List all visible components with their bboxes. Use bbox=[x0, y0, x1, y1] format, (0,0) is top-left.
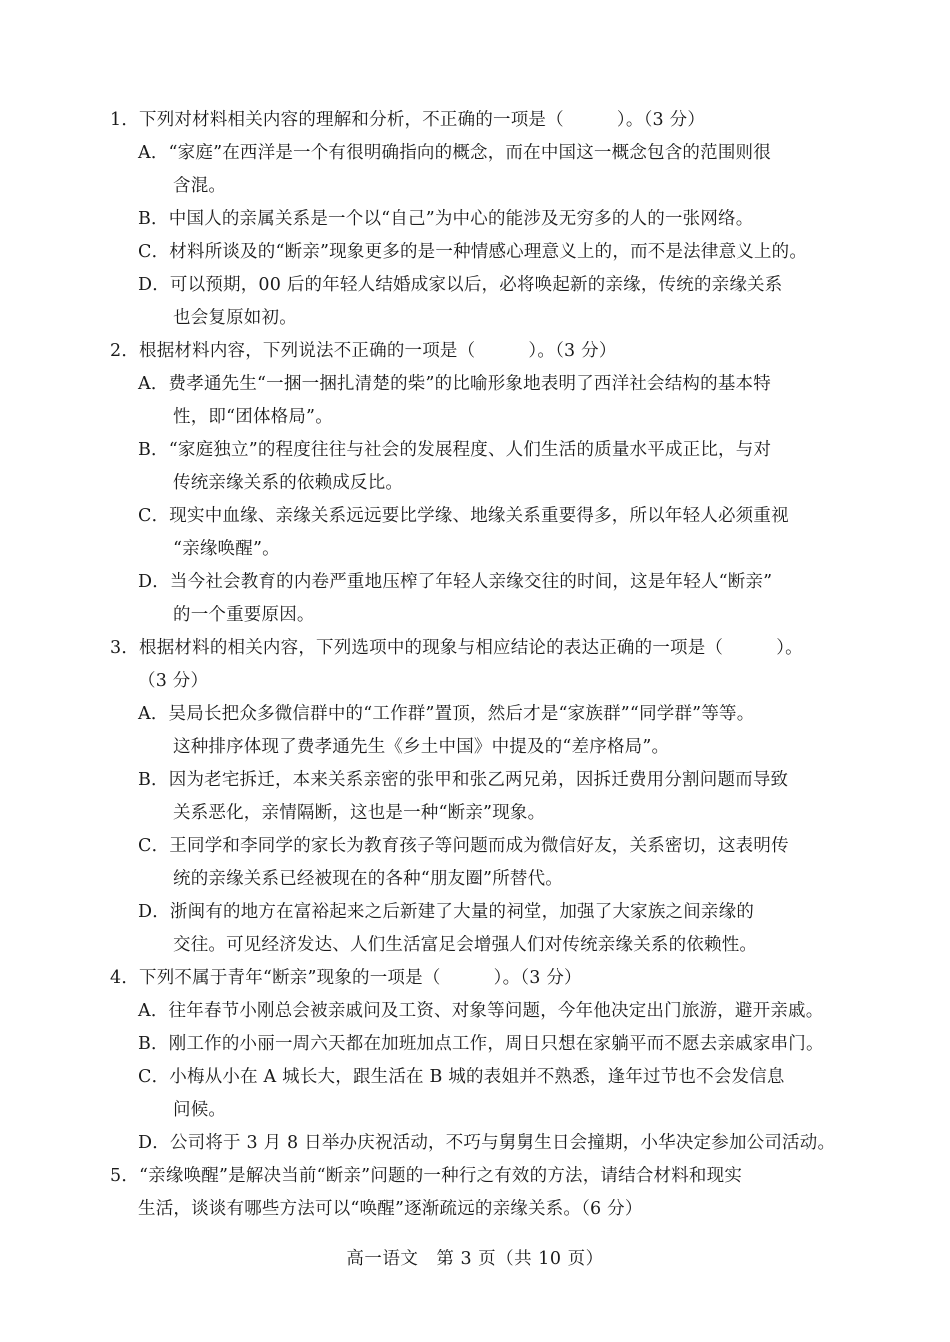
option-text-continued: 这种排序体现了费孝通先生《乡土中国》中提及的“差序格局”。 bbox=[173, 737, 670, 757]
option-text: C．现实中血缘、亲缘关系远远要比学缘、地缘关系重要得多，所以年轻人必须重视 bbox=[138, 506, 789, 526]
option-text-continued: 性，即“团体格局”。 bbox=[173, 407, 333, 427]
question-5 bbox=[110, 1160, 850, 1226]
question-stem: 3．根据材料的相关内容，下列选项中的现象与相应结论的表达正确的一项是（ ）。 bbox=[110, 638, 803, 658]
question-stem: 4．下列不属于青年“断亲”现象的一项是（ ）。（3 分） bbox=[110, 968, 582, 988]
option-text: A．“家庭”在西洋是一个有很明确指向的概念，而在中国这一概念包含的范围则很 bbox=[138, 143, 771, 163]
page-footer: 高一语文 第 3 页（共 10 页） bbox=[346, 1249, 604, 1269]
question-list bbox=[110, 104, 850, 1226]
option-text-continued: 交往。可见经济发达、人们生活富足会增强人们对传统亲缘关系的依赖性。 bbox=[173, 935, 758, 955]
option-text-continued: “亲缘唤醒”。 bbox=[173, 539, 280, 559]
option-text: B．“家庭独立”的程度往往与社会的发展程度、人们生活的质量水平成正比，与对 bbox=[138, 440, 772, 460]
question-1 bbox=[110, 104, 850, 335]
option-text: A．吴局长把众多微信群中的“工作群”置顶，然后才是“家族群”“同学群”等等。 bbox=[138, 704, 755, 724]
option-text-continued: 问候。 bbox=[173, 1100, 227, 1120]
option-text-continued: 统的亲缘关系已经被现在的各种“朋友圈”所替代。 bbox=[173, 869, 563, 889]
option-b bbox=[110, 1028, 850, 1061]
question-stem: 2．根据材料内容，下列说法不正确的一项是（ ）。（3 分） bbox=[110, 341, 617, 361]
option-c bbox=[110, 1061, 850, 1127]
question-3 bbox=[110, 632, 850, 962]
question-stem: 5．“亲缘唤醒”是解决当前“断亲”问题的一种行之有效的方法，请结合材料和现实 bbox=[110, 1166, 743, 1186]
option-text: C．材料所谈及的“断亲”现象更多的是一种情感心理意义上的，而不是法律意义上的。 bbox=[138, 242, 808, 262]
option-text-continued: 的一个重要原因。 bbox=[173, 605, 315, 625]
option-text-continued: 也会复原如初。 bbox=[173, 308, 297, 328]
option-b bbox=[110, 434, 850, 500]
option-b bbox=[110, 764, 850, 830]
question-stem: 1．下列对材料相关内容的理解和分析，不正确的一项是（ ）。（3 分） bbox=[110, 110, 706, 130]
option-d bbox=[110, 566, 850, 632]
option-c bbox=[110, 236, 850, 269]
option-text: B．因为老宅拆迁，本来关系亲密的张甲和张乙两兄弟，因拆迁费用分割问题而导致 bbox=[138, 770, 789, 790]
option-text: B．中国人的亲属关系是一个以“自己”为中心的能涉及无穷多的人的一张网络。 bbox=[138, 209, 754, 229]
option-d bbox=[110, 269, 850, 335]
option-a bbox=[110, 698, 850, 764]
option-text-continued: 关系恶化，亲情隔断，这也是一种“断亲”现象。 bbox=[173, 803, 546, 823]
question-4 bbox=[110, 962, 850, 1160]
option-c bbox=[110, 500, 850, 566]
option-d bbox=[110, 896, 850, 962]
option-text: D．当今社会教育的内卷严重地压榨了年轻人亲缘交往的时间，这是年轻人“断亲” bbox=[138, 572, 773, 592]
option-text: C．王同学和李同学的家长为教育孩子等问题而成为微信好友，关系密切，这表明传 bbox=[138, 836, 789, 856]
option-a bbox=[110, 995, 850, 1028]
option-text: B．刚工作的小丽一周六天都在加班加点工作，周日只想在家躺平而不愿去亲戚家串门。 bbox=[138, 1034, 824, 1054]
option-a bbox=[110, 368, 850, 434]
option-text: C．小梅从小在 A 城长大，跟生活在 B 城的表姐并不熟悉，逢年过节也不会发信息 bbox=[138, 1067, 785, 1087]
option-text: D．可以预期，00 后的年轻人结婚成家以后，必将唤起新的亲缘，传统的亲缘关系 bbox=[138, 275, 783, 295]
option-text: D．公司将于 3 月 8 日举办庆祝活动，不巧与舅舅生日会撞期，小华决定参加公司活动。 bbox=[138, 1133, 836, 1153]
option-text: D．浙闽有的地方在富裕起来之后新建了大量的祠堂，加强了大家族之间亲缘的 bbox=[138, 902, 755, 922]
question-stem-continued: （3 分） bbox=[138, 671, 209, 691]
option-c bbox=[110, 830, 850, 896]
option-text-continued: 传统亲缘关系的依赖成反比。 bbox=[173, 473, 404, 493]
option-a bbox=[110, 137, 850, 203]
option-text: A．往年春节小刚总会被亲戚问及工资、对象等问题，今年他决定出门旅游，避开亲戚。 bbox=[138, 1001, 824, 1021]
question-2 bbox=[110, 335, 850, 632]
option-text-continued: 含混。 bbox=[173, 176, 227, 196]
option-d bbox=[110, 1127, 850, 1160]
option-b bbox=[110, 203, 850, 236]
question-stem-continued: 生活，谈谈有哪些方法可以“唤醒”逐渐疏远的亲缘关系。（6 分） bbox=[138, 1199, 643, 1219]
option-text: A．费孝通先生“一捆一捆扎清楚的柴”的比喻形象地表明了西洋社会结构的基本特 bbox=[138, 374, 771, 394]
